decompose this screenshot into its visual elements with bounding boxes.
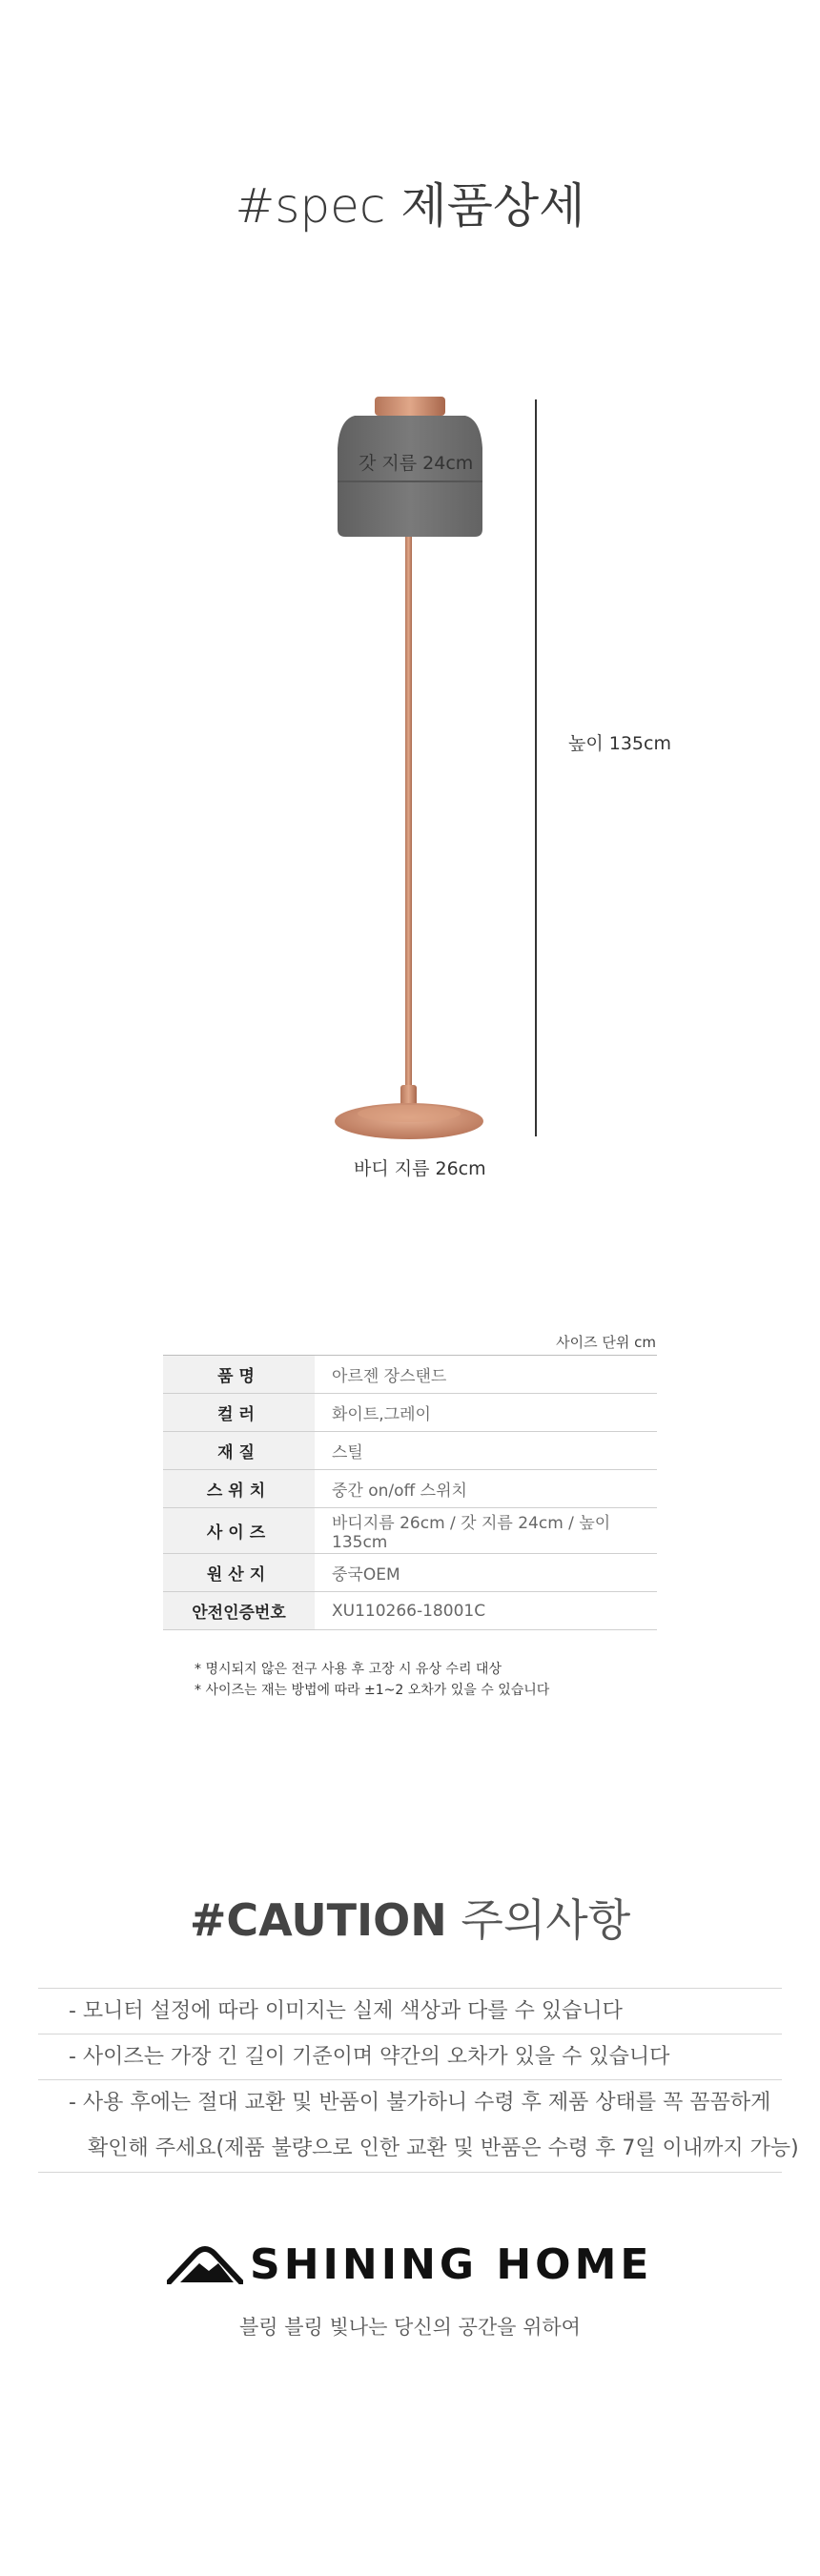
spec-key: 안전인증번호 [163,1592,315,1630]
table-row [163,1592,657,1630]
caution-item-line: - 사용 후에는 절대 교환 및 반품이 불가하니 수령 후 제품 상태를 꼭 꼼꼼하게 [69,2091,771,2115]
table-row [163,1470,657,1508]
spec-value: 중국OEM [332,1565,400,1584]
caution-title-label: 주의사항 [461,1894,631,1946]
table-row [163,1432,657,1470]
spec-value: 중간 on/off 스위치 [332,1482,467,1501]
spec-key: 원산지 [163,1554,315,1592]
spec-key: 스위치 [163,1470,315,1508]
spec-value: 아르젠 장스탠드 [332,1367,447,1386]
note-item: * 명시되지 않은 전구 사용 후 고장 시 유상 수리 대상 [195,1662,502,1677]
spec-notes [195,1659,549,1701]
lamp-shade [338,416,482,537]
spec-key: 품명 [163,1356,315,1394]
spec-value: 화이트,그레이 [332,1405,431,1424]
table-row [163,1508,657,1554]
caution-list [38,1988,799,2173]
caution-item: - 사이즈는 가장 긴 길이 기준이며 약간의 오차가 있을 수 있습니다 [38,2034,782,2080]
spec-key: 컬러 [163,1394,315,1432]
brand-name: SHINING HOME [250,2240,653,2289]
lamp-diagram [0,0,820,1239]
spec-value: 바디지름 26cm / 갓 지름 24cm / 높이135cm [332,1514,611,1552]
table-row [163,1356,657,1394]
spec-title-label: 제품상세 [400,178,585,234]
caution-item: - 모니터 설정에 따라 이미지는 실제 색상과 다를 수 있습니다 [38,1988,782,2034]
spec-value: XU110266-18001C [332,1601,486,1621]
table-row [163,1394,657,1432]
lamp-pole [405,537,412,1090]
lamp-cap [375,397,445,416]
mountain-logo-icon [167,2242,243,2284]
base-dim-label: 바디 지름 26cm [354,1158,486,1179]
spec-title-hash: #spec [235,178,386,234]
caution-title [0,1886,820,1949]
spec-value: 스틸 [332,1443,363,1462]
brand-tagline: 블링 블링 빛나는 당신의 공간을 위하여 [239,2316,581,2339]
shade-dim-label: 갓 지름 24cm [359,453,474,474]
caution-item [38,2080,799,2173]
table-row [163,1554,657,1592]
spec-key: 재질 [163,1432,315,1470]
unit-note: 사이즈 단위 cm [556,1334,656,1351]
spec-table [163,1355,657,1630]
note-item: * 사이즈는 재는 방법에 따라 ±1~2 오차가 있을 수 있습니다 [195,1683,550,1698]
height-dim-label: 높이 135cm [568,733,671,754]
caution-item-line: 확인해 주세요(제품 불량으로 인한 교환 및 반품은 수령 후 7일 이내까지 가능) [88,2136,799,2160]
caution-title-hash: #CAUTION [189,1894,447,1946]
spec-key: 사이즈 [163,1508,315,1554]
